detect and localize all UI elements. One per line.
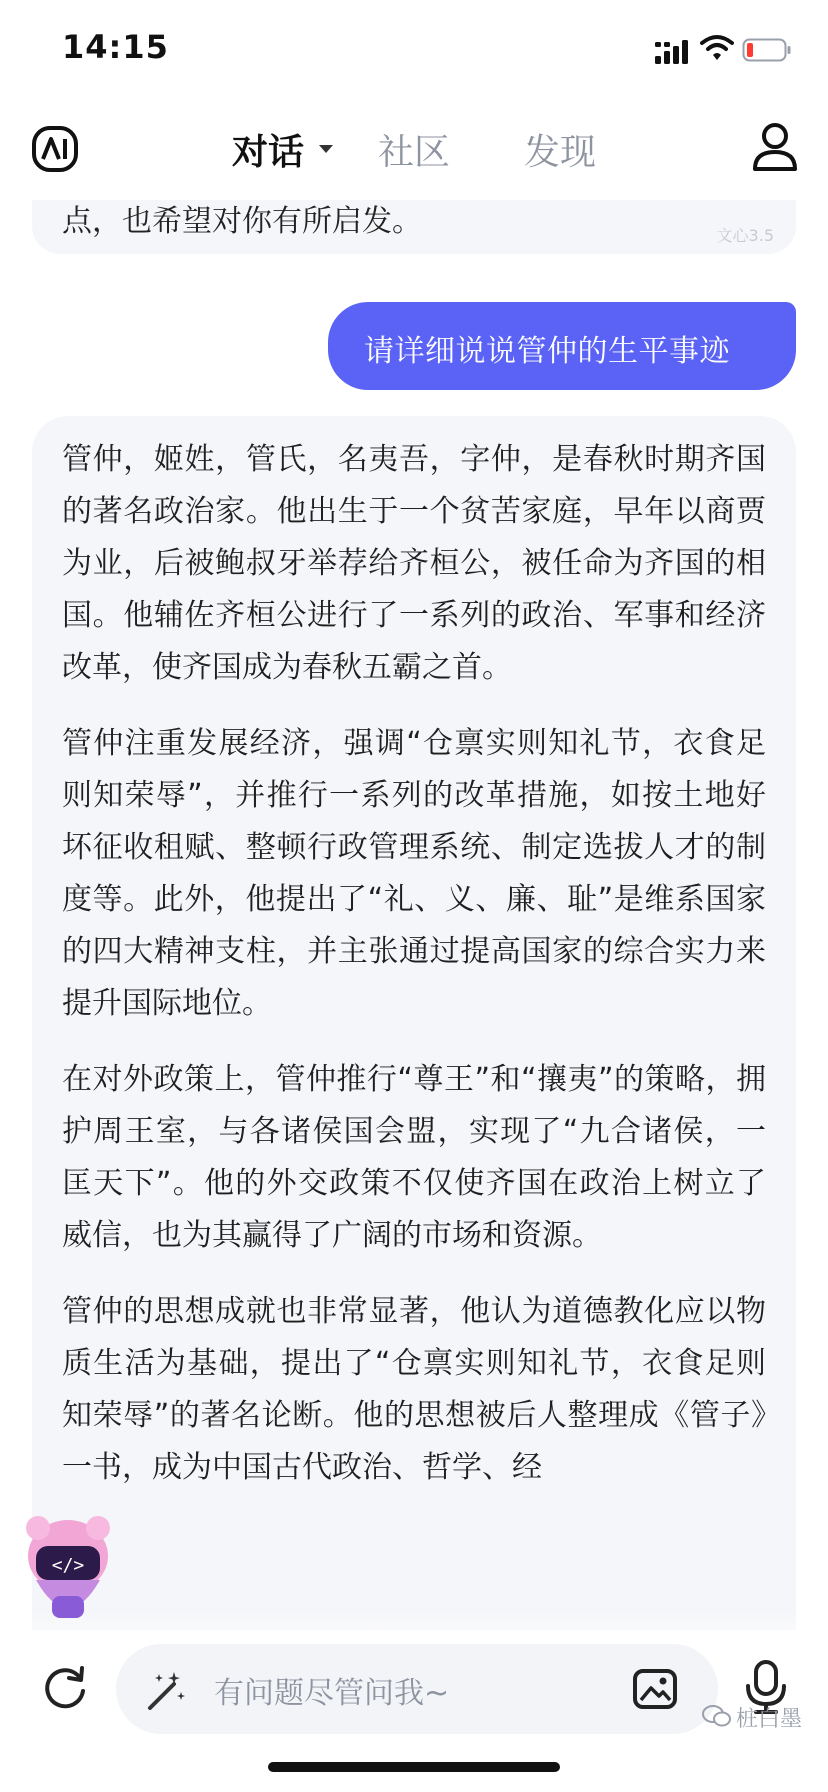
answer-paragraph: 管仲，姬姓，管氏，名夷吾，字仲，是春秋时期齐国的著名政治家。他出生于一个贫苦家庭，早年以商贾为业，后被鲍叔牙举荐给齐桓公，被任命为齐国的相国。他辅佐齐桓公进行了一系列的政治、军事和经济改革，使齐国成为春秋五霸之首。 — [62, 442, 766, 685]
model-version-tag: 文心3.5 — [716, 226, 774, 245]
answer-content — [62, 434, 766, 1518]
ai-logo-icon[interactable] — [32, 126, 78, 172]
answer-paragraph: 管仲的思想成就也非常显著，他认为道德教化应以物质生活为基础，提出了“仓禀实则知礼节，衣食足则知荣辱”的著名论断。他的思想被后人整理成《管子》一书，成为中国古代政治、哲学、经 — [62, 1294, 766, 1485]
wifi-icon — [700, 34, 734, 62]
home-indicator[interactable] — [268, 1762, 560, 1772]
watermark — [702, 1702, 802, 1732]
battery-icon — [742, 38, 792, 62]
cellular-signal-icon — [655, 40, 691, 64]
watermark-text: 桩白墨 — [736, 1707, 803, 1732]
svg-text:</>: </> — [51, 1555, 85, 1576]
status-time: 14:15 — [62, 28, 169, 66]
user-message-text: 请详细说说管仲的生平事迹 — [364, 334, 730, 369]
input-placeholder[interactable]: 有问题尽管问我~ — [214, 1676, 450, 1711]
answer-paragraph: 管仲注重发展经济，强调“仓禀实则知礼节，衣食足则知荣辱”，并推行一系列的改革措施，如按土地好坏征收租赋、整顿行政管理系统、制定选拔人才的制度等。此外，他提出了“礼、义、廉、耻”是维系国家的四大精神支柱，并主张通过提高国家的综合实力来提升国际地位。 — [62, 726, 766, 1021]
magic-wand-icon[interactable] — [144, 1668, 188, 1712]
wechat-icon — [702, 1704, 732, 1728]
chevron-down-icon[interactable] — [318, 144, 334, 154]
tab-chat[interactable]: 对话 — [232, 132, 305, 173]
tab-discover[interactable]: 发现 — [524, 132, 597, 173]
status-bar — [0, 0, 828, 100]
top-navigation — [0, 100, 828, 200]
answer-paragraph: 在对外政策上，管仲推行“尊王”和“攘夷”的策略，拥护周王室，与各诸侯国会盟，实现了“九合诸侯，一匡天下”。他的外交政策不仅使齐国在政治上树立了威信，也为其赢得了广阔的市场和资源。 — [62, 1062, 766, 1253]
tab-community[interactable]: 社区 — [378, 132, 451, 173]
message-input[interactable] — [116, 1644, 718, 1734]
assistant-answer-bubble — [32, 416, 796, 1656]
refresh-icon[interactable] — [40, 1664, 90, 1714]
previous-message-text: 点，也希望对你有所启发。 — [62, 204, 422, 239]
mascot-assistant-icon[interactable] — [22, 1516, 114, 1636]
user-message-bubble[interactable] — [328, 302, 796, 390]
image-upload-icon[interactable] — [632, 1668, 678, 1710]
user-profile-icon[interactable] — [752, 122, 798, 172]
